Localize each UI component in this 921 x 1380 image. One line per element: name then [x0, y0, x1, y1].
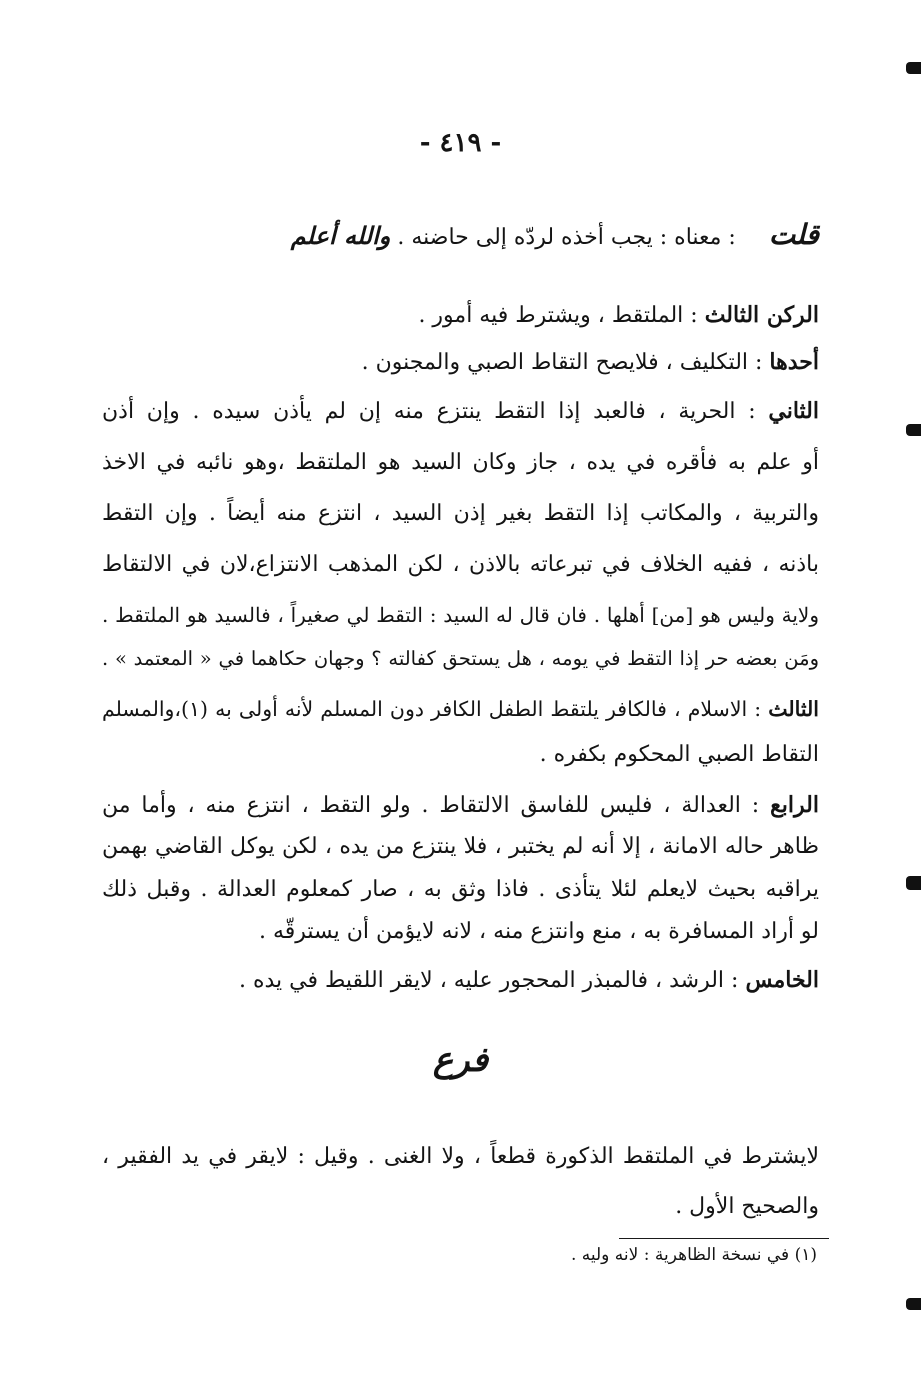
fourth-line-2: ظاهر حاله الامانة ، إلا أنه لم يختبر ، فلا ينتزع من يده ، لكن يوكل القاضي بهمن: [102, 834, 819, 859]
far-heading: فرع: [432, 1040, 489, 1080]
third-label: الثالث: [768, 697, 819, 721]
first-condition-line: [102, 345, 819, 380]
fifth-line: [102, 963, 819, 998]
second-line-6: ومَن بعضه حر إذا التقط في يومه ، هل يستحق كفالته ؟ وجهان حكاهما في « المعتمد » .: [102, 647, 819, 670]
scan-edge-mark: [906, 424, 921, 436]
qult-closing: والله أعلم: [290, 221, 391, 250]
second-line-1: [102, 394, 819, 429]
second-text-1: : الحرية ، فالعبد إذا التقط ينتزع منه إن لم يأذن سيده . وإن أذن: [102, 399, 756, 424]
rukn-heading-line: [102, 298, 819, 333]
fourth-line-3: يراقبه بحيث لايعلم لئلا يتأذى . فاذا وثق به ، صار كمعلوم العدالة . وقبل ذلك: [102, 877, 819, 902]
scan-edge-mark: [906, 876, 921, 890]
second-line-2: أو علم به فأقره في يده ، جاز وكان السيد هو الملتقط ،وهو نائبه في الاخذ: [102, 450, 819, 475]
first-text: : التكليف ، فلايصح التقاط الصبي والمجنون .: [361, 350, 763, 375]
footnote-rule: [619, 1238, 829, 1239]
third-line-1: [102, 692, 819, 726]
fourth-label: الرابع: [770, 792, 819, 818]
qult-label: قلت: [768, 218, 819, 251]
far-line-2: والصحيح الأول .: [675, 1194, 819, 1219]
far-line-1: لايشترط في الملتقط الذكورة قطعاً ، ولا الغنى . وقيل : لايقر في يد الفقير ،: [102, 1144, 819, 1169]
footnote: (١) في نسخة الظاهرية : لانه وليه .: [570, 1245, 817, 1265]
second-line-4: باذنه ، ففيه الخلاف في تبرعاته بالاذن ، لكن المذهب الانتزاع،لان في الالتقاط: [102, 552, 819, 577]
fourth-line-4: لو أراد المسافرة به ، منع وانتزع منه ، لانه لايؤمن أن يسترقّه .: [258, 919, 819, 944]
first-label: أحدها: [769, 349, 819, 375]
rukn-title: الركن الثالث: [704, 302, 819, 328]
second-line-5: ولاية وليس هو [من] أهلها . فان قال له السيد : التقط لي صغيراً ، فالسيد هو الملتقط .: [102, 603, 819, 627]
third-line-2: التقاط الصبي المحكوم بكفره .: [539, 742, 819, 767]
scan-edge-mark: [906, 62, 921, 74]
second-line-3: والتربية ، والمكاتب إذا التقط بغير إذن السيد ، انتزع منه أيضاً . وإن التقط: [102, 501, 819, 526]
second-label: الثاني: [768, 398, 819, 424]
rukn-text: : الملتقط ، ويشترط فيه أمور .: [418, 303, 698, 328]
qult-text: : معناه : يجب أخذه لردّه إلى حاضنه .: [397, 225, 736, 250]
third-text-1: : الاسلام ، فالكافر يلتقط الطفل الكافر دون المسلم لأنه أولى به (١)،والمسلم: [102, 697, 762, 721]
fourth-line-1: [102, 788, 819, 823]
fifth-label: الخامس: [745, 967, 819, 993]
fourth-text-1: : العدالة ، فليس للفاسق الالتقاط . ولو التقط ، انتزع منه ، وأما من: [102, 793, 760, 818]
scan-edge-mark: [906, 1298, 921, 1310]
qult-line: [102, 218, 819, 255]
page-number: - ٤١٩ -: [419, 128, 502, 158]
fifth-text: : الرشد ، فالمبذر المحجور عليه ، لايقر اللقيط في يده .: [239, 968, 739, 993]
